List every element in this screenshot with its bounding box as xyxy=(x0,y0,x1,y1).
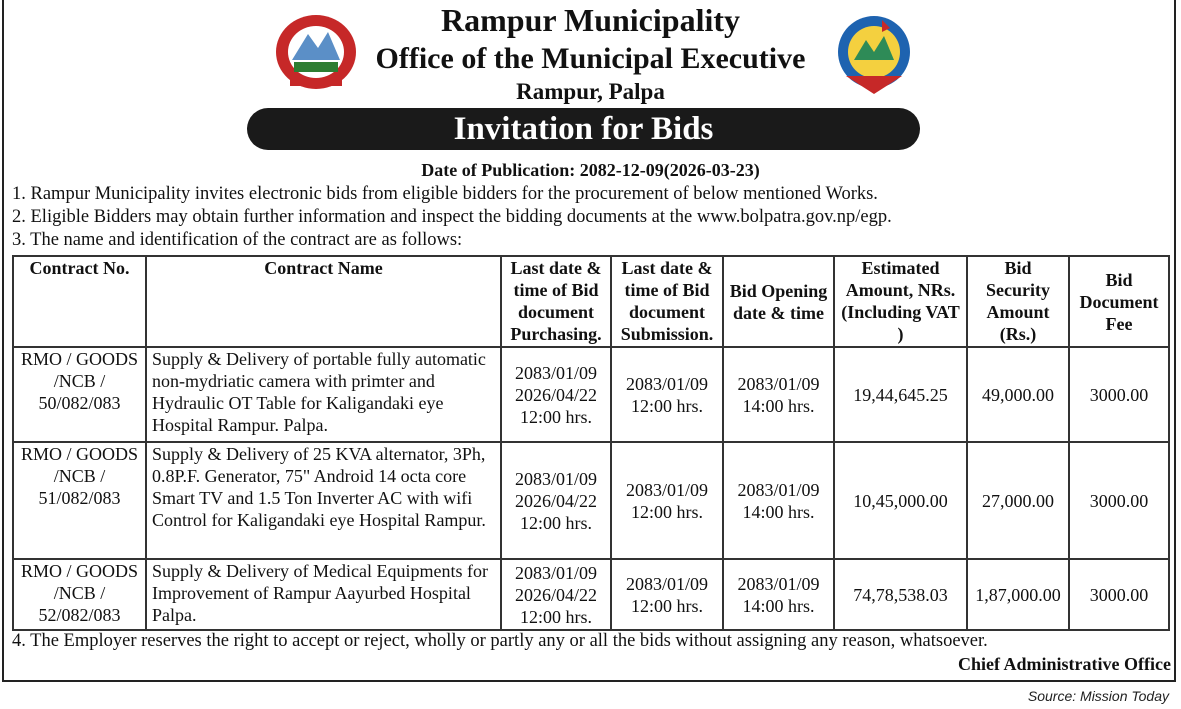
paragraph-1: 1. Rampur Municipality invites electronic bids from eligible bidders for the procurement of below mentioned Works. xyxy=(12,184,878,204)
submission-date: 2083/01/09 12:00 hrs. xyxy=(611,442,723,559)
document-fee: 3000.00 xyxy=(1069,347,1169,442)
contract-no: RMO / GOODS /NCB / 52/082/083 xyxy=(13,559,146,630)
table-row xyxy=(13,347,1169,442)
header-bid-security: Bid Security Amount (Rs.) xyxy=(967,256,1069,347)
estimated-amount: 19,44,645.25 xyxy=(834,347,967,442)
table-header-row xyxy=(13,256,1169,347)
header-contract-name: Contract Name xyxy=(146,256,501,347)
municipality-title: Rampur Municipality xyxy=(441,2,740,38)
invitation-banner: Invitation for Bids xyxy=(247,108,920,150)
opening-date: 2083/01/09 14:00 hrs. xyxy=(723,559,834,630)
publication-date: Date of Publication: 2082-12-09(2026-03-23) xyxy=(421,160,760,180)
header-estimated-amount: Estimated Amount, NRs. (Including VAT ) xyxy=(834,256,967,347)
source-credit: Source: Mission Today xyxy=(1027,688,1169,704)
table-row xyxy=(13,559,1169,630)
opening-date: 2083/01/09 14:00 hrs. xyxy=(723,442,834,559)
paragraph-4: 4. The Employer reserves the right to accept or reject, wholly or partly any or all the bids without assigning any reason, whatsoever. xyxy=(12,631,988,651)
header-contract-no: Contract No. xyxy=(13,256,146,347)
document-fee: 3000.00 xyxy=(1069,559,1169,630)
contract-name: Supply & Delivery of portable fully automatic non-mydriatic camera with primter and Hydraulic OT Table for Kaligandaki eye Hospital Rampur. Palpa. xyxy=(146,347,501,442)
purchase-date: 2083/01/09 2026/04/22 12:00 hrs. xyxy=(501,442,611,559)
office-title: Office of the Municipal Executive xyxy=(375,42,806,75)
submission-date: 2083/01/09 12:00 hrs. xyxy=(611,559,723,630)
estimated-amount: 74,78,538.03 xyxy=(834,559,967,630)
submission-date: 2083/01/09 12:00 hrs. xyxy=(611,347,723,442)
header-document-fee: Bid Document Fee xyxy=(1069,256,1169,347)
purchase-date: 2083/01/09 2026/04/22 12:00 hrs. xyxy=(501,347,611,442)
location-title: Rampur, Palpa xyxy=(516,79,665,104)
bid-security: 1,87,000.00 xyxy=(967,559,1069,630)
contract-name: Supply & Delivery of Medical Equipments for Improvement of Rampur Aayurbed Hospital Palpa. xyxy=(146,559,501,630)
contract-no: RMO / GOODS /NCB / 50/082/083 xyxy=(13,347,146,442)
header-purchase-date: Last date & time of Bid document Purchasing. xyxy=(501,256,611,347)
opening-date: 2083/01/09 14:00 hrs. xyxy=(723,347,834,442)
header-submission-date: Last date & time of Bid document Submission. xyxy=(611,256,723,347)
contracts-table xyxy=(12,255,1170,631)
paragraph-3: 3. The name and identification of the contract are as follows: xyxy=(12,230,463,250)
document-fee: 3000.00 xyxy=(1069,442,1169,559)
signature: Chief Administrative Office xyxy=(958,654,1171,674)
paragraph-2: 2. Eligible Bidders may obtain further information and inspect the bidding documents at the www.bolpatra.gov.np/egp. xyxy=(12,207,892,227)
bid-security: 49,000.00 xyxy=(967,347,1069,442)
purchase-date: 2083/01/09 2026/04/22 12:00 hrs. xyxy=(501,559,611,630)
bid-security: 27,000.00 xyxy=(967,442,1069,559)
table-row xyxy=(13,442,1169,559)
contract-name: Supply & Delivery of 25 KVA alternator, 3Ph, 0.8P.F. Generator, 75" Android 14 octa core Smart TV and 1.5 Ton Inverter AC with wifi Control for Kaligandaki eye Hospital Rampur. xyxy=(146,442,501,559)
estimated-amount: 10,45,000.00 xyxy=(834,442,967,559)
contract-no: RMO / GOODS /NCB / 51/082/083 xyxy=(13,442,146,559)
header-opening-date: Bid Opening date & time xyxy=(723,256,834,347)
